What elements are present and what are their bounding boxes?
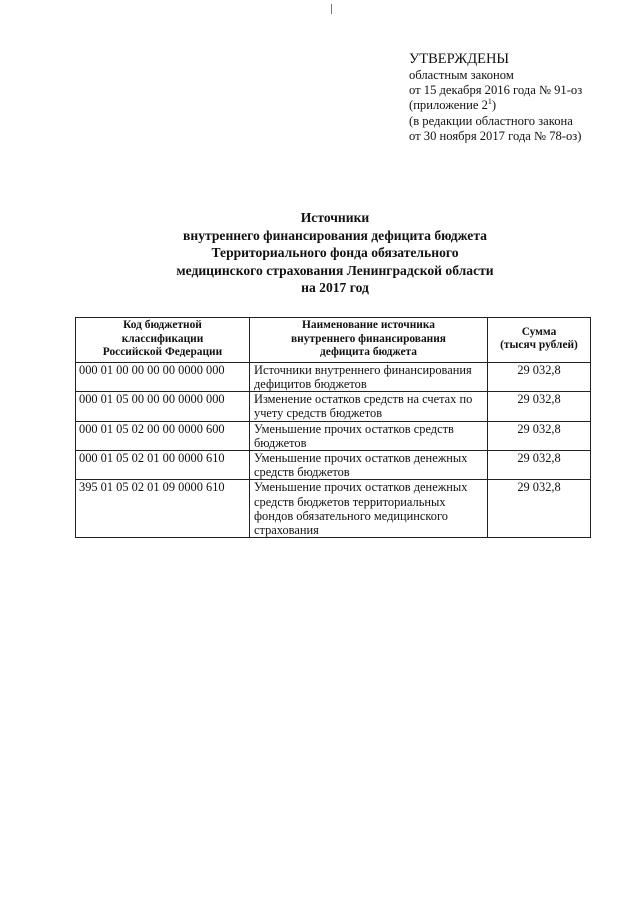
approval-line-law: областным законом bbox=[409, 68, 514, 82]
scan-mark bbox=[331, 4, 332, 14]
row-name: Источники внутреннего финансирования дефицитов бюджетов bbox=[250, 362, 488, 391]
document-title bbox=[120, 209, 550, 297]
table-header-row bbox=[76, 318, 591, 363]
header-name-line: внутреннего финансирования bbox=[291, 332, 446, 345]
row-amount: 29 032,8 bbox=[488, 392, 591, 421]
appendix-superscript: 1 bbox=[487, 97, 492, 107]
appendix-text: (приложение 2 bbox=[409, 98, 488, 113]
row-name: Изменение остатков средств на счетах по учету средств бюджетов bbox=[250, 392, 488, 421]
title-line: на 2017 год bbox=[301, 280, 369, 296]
header-name-line: дефицита бюджета bbox=[320, 346, 417, 359]
table-row bbox=[76, 480, 591, 538]
table-row bbox=[76, 392, 591, 421]
header-amount-line: Сумма bbox=[521, 325, 557, 338]
row-code: 000 01 05 02 01 00 0000 610 bbox=[76, 451, 250, 480]
row-code: 395 01 05 02 01 09 0000 610 bbox=[76, 480, 250, 538]
approval-line-date: от 15 декабря 2016 года № 91-оз bbox=[409, 83, 583, 98]
title-line: Территориального фонда обязательного bbox=[211, 245, 459, 261]
approval-line-appendix bbox=[409, 98, 634, 113]
header-code-line: Код бюджетной bbox=[123, 319, 202, 331]
row-amount: 29 032,8 bbox=[488, 362, 591, 391]
approval-line-revision: (в редакции областного закона bbox=[409, 113, 573, 128]
table-row bbox=[76, 362, 591, 391]
table-row bbox=[76, 421, 591, 450]
header-code-line: Российской Федерации bbox=[102, 346, 223, 359]
row-name: Уменьшение прочих остатков денежных средств бюджетов территориальных фондов обязательного медицинского страхования bbox=[250, 480, 488, 538]
header-amount bbox=[488, 318, 591, 363]
title-line: медицинского страхования Ленинградской области bbox=[176, 262, 494, 278]
row-amount: 29 032,8 bbox=[488, 480, 591, 538]
header-amount-line: (тысяч рублей) bbox=[500, 339, 578, 352]
approval-stamp bbox=[409, 50, 634, 144]
row-name: Уменьшение прочих остатков денежных средств бюджетов bbox=[250, 451, 488, 480]
table-row bbox=[76, 451, 591, 480]
header-code-line: классификации bbox=[121, 332, 204, 345]
approval-heading: УТВЕРЖДЕНЫ bbox=[409, 51, 510, 67]
row-code: 000 01 05 02 00 00 0000 600 bbox=[76, 421, 250, 450]
row-code: 000 01 05 00 00 00 0000 000 bbox=[76, 392, 250, 421]
row-amount: 29 032,8 bbox=[488, 451, 591, 480]
row-amount: 29 032,8 bbox=[488, 421, 591, 450]
appendix-close: ) bbox=[491, 98, 497, 113]
approval-line-revision-date: от 30 ноября 2017 года № 78-оз) bbox=[409, 128, 582, 143]
sources-table bbox=[75, 317, 591, 538]
title-line: Источники bbox=[300, 210, 370, 225]
title-line: внутреннего финансирования дефицита бюджета bbox=[183, 227, 487, 243]
header-name bbox=[250, 318, 488, 363]
header-name-line: Наименование источника bbox=[302, 319, 435, 331]
header-code bbox=[76, 318, 250, 363]
row-name: Уменьшение прочих остатков средств бюджетов bbox=[250, 421, 488, 450]
row-code: 000 01 00 00 00 00 0000 000 bbox=[76, 362, 250, 391]
